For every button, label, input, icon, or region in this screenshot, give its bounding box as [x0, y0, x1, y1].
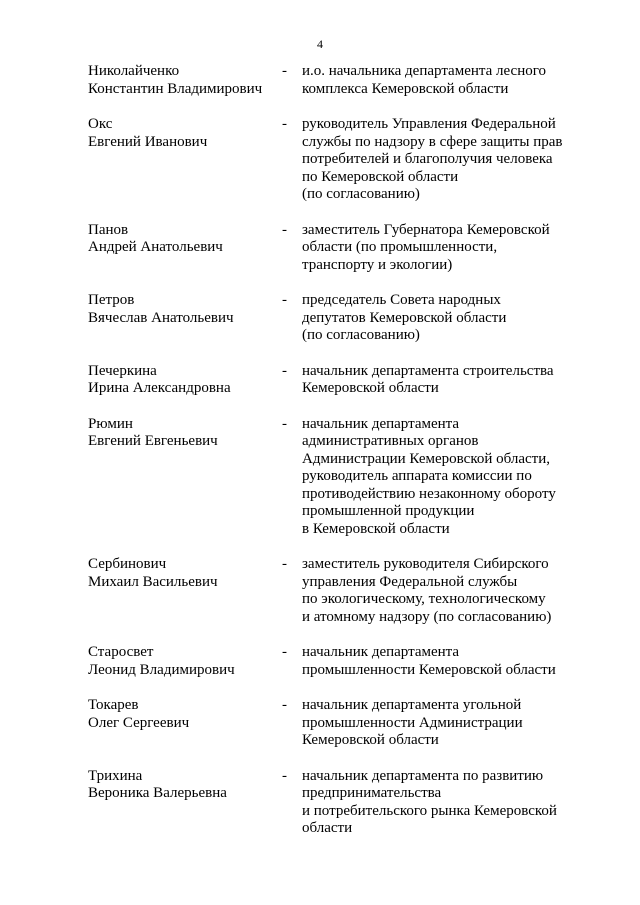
member-position — [302, 644, 568, 679]
member-name — [88, 768, 282, 803]
member-position — [302, 697, 568, 750]
member-position-line: Кемеровской области — [302, 380, 439, 396]
separator-dash: - — [282, 116, 287, 132]
member-position-line: области (по промышленности, — [302, 239, 498, 255]
separator-dash: - — [282, 697, 287, 713]
member-position-line: комплекса Кемеровской области — [302, 80, 509, 97]
member-position-line: промышленности Администрации — [302, 714, 523, 731]
separator-dash: - — [282, 221, 287, 238]
member-name-line: Андрей Анатольевич — [88, 239, 223, 255]
member-name — [88, 292, 282, 327]
member-name-line: Вероника Валерьевна — [88, 785, 227, 801]
member-name-line: Константин Владимирович — [88, 80, 263, 97]
member-position-line: противодействию незаконному обороту — [302, 485, 556, 502]
member-name-line: Трихина — [88, 767, 143, 784]
member-entry — [88, 768, 568, 838]
member-name — [88, 416, 282, 451]
member-name — [88, 363, 282, 398]
member-position-line: области — [302, 820, 353, 836]
member-entry — [88, 292, 568, 345]
member-name-line: Леонид Владимирович — [88, 661, 235, 678]
member-position-line: административных органов — [302, 433, 479, 449]
member-position — [302, 63, 568, 98]
member-position-line: заместитель руководителя Сибирского — [302, 556, 549, 572]
separator-dash: - — [282, 767, 287, 784]
member-name — [88, 556, 282, 591]
member-position — [302, 416, 568, 539]
member-name-line: Михаил Васильевич — [88, 573, 218, 590]
member-position — [302, 222, 568, 275]
member-name-line: Евгений Евгеньевич — [88, 433, 218, 449]
member-entry — [88, 697, 568, 750]
separator-dash: - — [282, 556, 287, 572]
member-name-line: Петров — [88, 292, 135, 308]
member-position-line: (по согласованию) — [302, 186, 420, 202]
member-position-line: начальник департамента угольной — [302, 697, 522, 713]
member-name — [88, 63, 282, 98]
member-position-line: начальник департамента строительства — [302, 362, 554, 379]
member-position-line: промышленности Кемеровской области — [302, 661, 556, 678]
member-position-line: в Кемеровской области — [302, 520, 450, 537]
member-position — [302, 116, 568, 204]
member-position-line: начальник департамента по развитию — [302, 767, 544, 784]
member-position-line: транспорту и экологии) — [302, 256, 453, 273]
member-name-line: Рюмин — [88, 415, 133, 432]
member-name-line: Олег Сергеевич — [88, 714, 190, 731]
separator-dash: - — [282, 644, 287, 660]
member-name-line: Печеркина — [88, 362, 157, 379]
member-name-line: Вячеслав Анатольевич — [88, 309, 234, 326]
member-name-line: Токарев — [88, 697, 139, 713]
member-position — [302, 363, 568, 398]
member-position-line: (по согласованию) — [302, 327, 420, 343]
separator-dash: - — [282, 63, 287, 79]
member-position-line: начальник департамента — [302, 415, 460, 432]
member-name-line: Панов — [88, 221, 129, 238]
member-position-line: Кемеровской области — [302, 732, 439, 748]
member-entry — [88, 63, 568, 98]
member-list — [88, 63, 568, 838]
member-position-line: и атомному надзору (по согласованию) — [302, 608, 552, 625]
member-position — [302, 556, 568, 626]
member-position-line: Администрации Кемеровской области, — [302, 450, 551, 467]
member-entry — [88, 222, 568, 275]
member-name-line: Ирина Александровна — [88, 380, 231, 396]
member-name-line: Николайченко — [88, 63, 180, 79]
member-position-line: службы по надзору в сфере защиты прав — [302, 133, 563, 150]
member-entry — [88, 416, 568, 539]
member-position-line: руководитель Управления Федеральной — [302, 116, 556, 132]
member-name — [88, 222, 282, 257]
member-position-line: председатель Совета народных — [302, 292, 501, 308]
separator-dash: - — [282, 415, 287, 432]
separator-dash: - — [282, 292, 287, 308]
member-entry — [88, 556, 568, 626]
member-entry — [88, 116, 568, 204]
member-position-line: предпринимательства — [302, 785, 442, 801]
member-position-line: потребителей и благополучия человека — [302, 151, 553, 167]
member-position-line: управления Федеральной службы — [302, 573, 518, 590]
member-position-line: депутатов Кемеровской области — [302, 309, 507, 326]
member-position-line: и.о. начальника департамента лесного — [302, 63, 547, 79]
member-position-line: по экологическому, технологическому — [302, 591, 546, 607]
member-name — [88, 697, 282, 732]
member-name-line: Окс — [88, 116, 113, 132]
page-number: 4 — [317, 37, 323, 51]
member-name-line: Евгений Иванович — [88, 133, 208, 150]
member-position-line: заместитель Губернатора Кемеровской — [302, 221, 550, 238]
member-name — [88, 116, 282, 151]
member-entry — [88, 363, 568, 398]
member-entry — [88, 644, 568, 679]
member-position-line: начальник департамента — [302, 644, 460, 660]
member-position-line: промышленной продукции — [302, 503, 475, 519]
member-position-line: руководитель аппарата комиссии по — [302, 468, 532, 484]
member-name — [88, 644, 282, 679]
member-position — [302, 768, 568, 838]
member-position — [302, 292, 568, 345]
member-position-line: и потребительского рынка Кемеровской — [302, 802, 557, 819]
member-name-line: Старосвет — [88, 644, 154, 660]
separator-dash: - — [282, 362, 287, 379]
member-position-line: по Кемеровской области — [302, 168, 459, 185]
member-name-line: Сербинович — [88, 556, 167, 572]
